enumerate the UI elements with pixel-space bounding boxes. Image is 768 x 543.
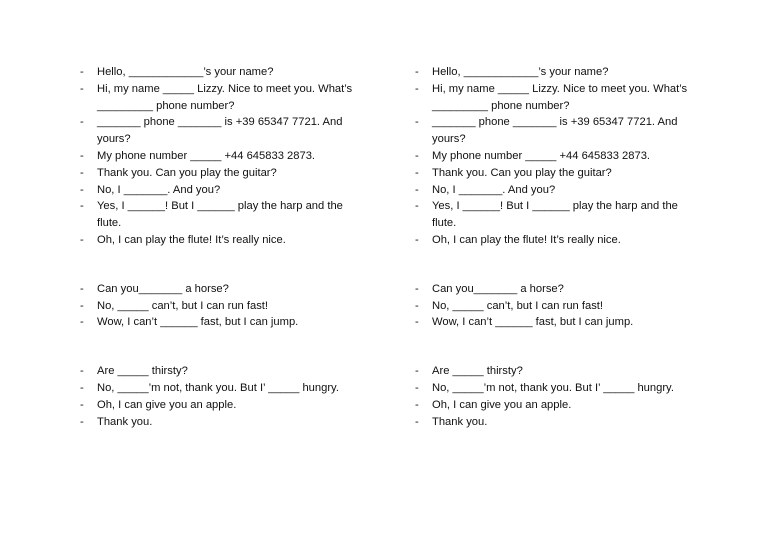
bullet-dash: - [415, 299, 419, 312]
dialogue-line [415, 81, 715, 115]
bullet-dash: - [80, 282, 84, 295]
bullet-dash: - [80, 299, 84, 312]
bullet-dash: - [80, 316, 84, 329]
dialogue-line [415, 64, 715, 81]
line-text: Hi, my name _____ Lizzy. Nice to meet you. What’s _________ phone number? [97, 82, 353, 112]
bullet-dash: - [80, 166, 84, 179]
worksheet-column-left [80, 64, 380, 430]
bullet-dash: - [415, 66, 419, 78]
line-text: Wow, I can’t ______ fast, but I can jump. [432, 316, 634, 329]
bullet-dash: - [80, 183, 84, 196]
line-text: Oh, I can give you an apple. [432, 398, 572, 411]
line-text: Hello, ____________’s your name? [97, 66, 274, 78]
line-text: No, _____’m not, thank you. But I’ _____ hungry. [432, 381, 674, 394]
dialogue-line [415, 298, 715, 315]
bullet-dash: - [80, 365, 84, 378]
dialogue-line [80, 314, 380, 331]
line-text: Thank you. Can you play the guitar? [97, 166, 277, 179]
dialogue-line [415, 198, 715, 232]
line-text: Thank you. [97, 415, 153, 428]
dialogue-line [415, 232, 715, 249]
bullet-dash: - [415, 166, 419, 179]
dialogue-line [415, 165, 715, 182]
bullet-dash: - [415, 82, 419, 95]
bullet-dash: - [415, 381, 419, 394]
bullet-dash: - [80, 116, 84, 129]
dialogue-line [80, 165, 380, 182]
bullet-dash: - [415, 149, 419, 162]
dialogue-line [80, 182, 380, 199]
dialogue-line [80, 380, 380, 397]
dialogue-line [415, 314, 715, 331]
line-text: No, I _______. And you? [97, 183, 221, 196]
dialogue-block-1 [80, 64, 380, 249]
dialogue-block-2 [80, 281, 380, 331]
line-text: Can you_______ a horse? [97, 282, 229, 295]
line-text: Thank you. Can you play the guitar? [432, 166, 612, 179]
dialogue-line [80, 298, 380, 315]
bullet-dash: - [415, 415, 419, 428]
dialogue-line [80, 414, 380, 431]
line-text: My phone number _____ +44 645833 2873. [432, 149, 651, 162]
bullet-dash: - [80, 398, 84, 411]
line-text: No, _____’m not, thank you. But I’ _____ hungry. [97, 381, 339, 394]
line-text: Are _____ thirsty? [432, 365, 523, 378]
line-text: Thank you. [432, 415, 488, 428]
line-text: Yes, I ______! But I ______ play the harp and the flute. [97, 200, 343, 230]
dialogue-line [80, 281, 380, 298]
dialogue-line [80, 148, 380, 165]
bullet-dash: - [415, 233, 419, 246]
bullet-dash: - [80, 415, 84, 428]
dialogue-line [80, 64, 380, 81]
dialogue-line [415, 182, 715, 199]
bullet-dash: - [80, 233, 84, 246]
dialogue-line [80, 81, 380, 115]
bullet-dash: - [80, 82, 84, 95]
line-text: My phone number _____ +44 645833 2873. [97, 149, 316, 162]
dialogue-line [415, 363, 715, 380]
bullet-dash: - [415, 200, 419, 213]
line-text: Oh, I can give you an apple. [97, 398, 237, 411]
line-text: Can you_______ a horse? [432, 282, 564, 295]
bullet-dash: - [415, 282, 419, 295]
bullet-dash: - [415, 183, 419, 196]
bullet-dash: - [415, 316, 419, 329]
line-text: Hello, ____________’s your name? [432, 66, 609, 78]
line-text: No, _____ can’t, but I can run fast! [432, 299, 604, 312]
dialogue-block-1 [415, 64, 715, 249]
worksheet-column-right [415, 64, 715, 430]
line-text: Hi, my name _____ Lizzy. Nice to meet you. What’s _________ phone number? [432, 82, 688, 112]
dialogue-block-3 [80, 363, 380, 430]
line-text: Wow, I can’t ______ fast, but I can jump. [97, 316, 299, 329]
line-text: Oh, I can play the flute! It’s really nice. [432, 233, 621, 246]
bullet-dash: - [415, 398, 419, 411]
line-text: No, _____ can’t, but I can run fast! [97, 299, 269, 312]
dialogue-block-2 [415, 281, 715, 331]
line-text: No, I _______. And you? [432, 183, 556, 196]
dialogue-line [415, 148, 715, 165]
bullet-dash: - [415, 365, 419, 378]
dialogue-line [80, 363, 380, 380]
dialogue-line [415, 281, 715, 298]
dialogue-line [415, 380, 715, 397]
dialogue-line [415, 414, 715, 431]
dialogue-block-3 [415, 363, 715, 430]
bullet-dash: - [415, 116, 419, 129]
line-text: Yes, I ______! But I ______ play the harp and the flute. [432, 200, 678, 230]
dialogue-line [80, 397, 380, 414]
line-text: _______ phone _______ is +39 65347 7721. And yours? [432, 116, 678, 146]
dialogue-line [80, 232, 380, 249]
bullet-dash: - [80, 149, 84, 162]
dialogue-line [415, 397, 715, 414]
bullet-dash: - [80, 66, 84, 78]
line-text: Are _____ thirsty? [97, 365, 188, 378]
bullet-dash: - [80, 200, 84, 213]
line-text: Oh, I can play the flute! It’s really nice. [97, 233, 286, 246]
dialogue-line [415, 114, 715, 148]
line-text: _______ phone _______ is +39 65347 7721. And yours? [97, 116, 343, 146]
bullet-dash: - [80, 381, 84, 394]
dialogue-line [80, 114, 380, 148]
dialogue-line [80, 198, 380, 232]
